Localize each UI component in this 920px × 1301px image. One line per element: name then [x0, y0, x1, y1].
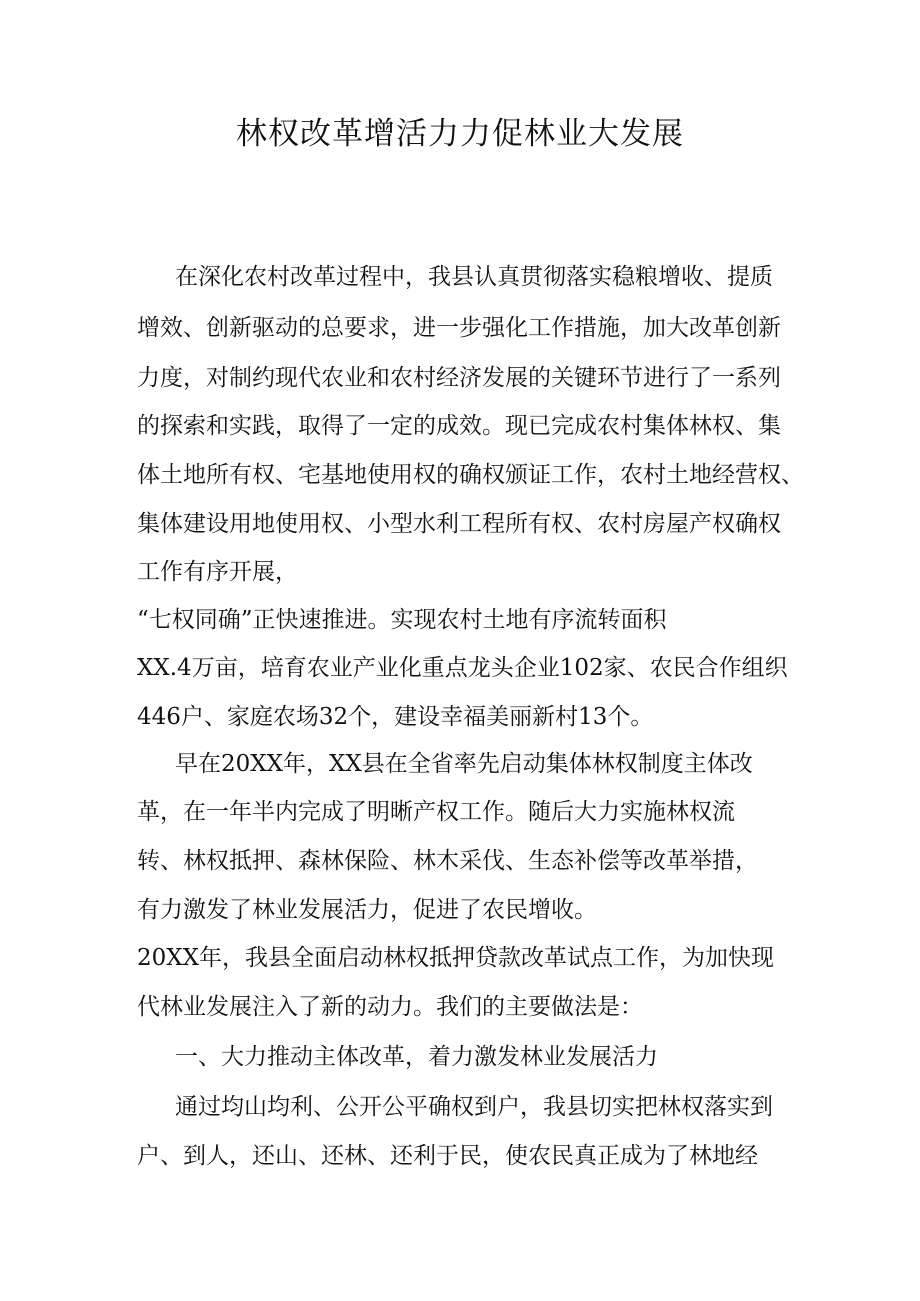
text-line: 转、林权抵押、森林保险、林木采伐、生态补偿等改革举措， — [137, 848, 758, 874]
text-line: 在深化农村改革过程中，我县认真贯彻落实稳粮增收、提质 — [175, 264, 773, 290]
text-line: 革，在一年半内完成了明晰产权工作。随后大力实施林权流 — [137, 799, 735, 825]
text-line: 户、到人，还山、还林、还利于民，使农民真正成为了林地经 — [137, 1143, 758, 1169]
text-line: 增效、创新驱动的总要求，进一步强化工作措施，加大改革创新 — [137, 315, 781, 341]
text-line: 体土地所有权、宅基地使用权的确权颁证工作，农村土地经营权、 — [137, 462, 804, 488]
document-title: 林权改革增活力力促林业大发展 — [236, 116, 684, 152]
text-line: 早在20XX年，XX县在全省率先启动集体林权制度主体改 — [175, 751, 753, 777]
text-line: 通过均山均利、公开公平确权到户，我县切实把林权落实到 — [175, 1094, 773, 1120]
text-line: 集体建设用地使用权、小型水利工程所有权、农村房屋产权确权 — [137, 511, 781, 537]
text-line: 代林业发展注入了新的动力。我们的主要做法是： — [137, 994, 643, 1020]
text-line: 446户、家庭农场32个，建设幸福美丽新村13个。 — [137, 704, 654, 730]
text-line: 工作有序开展， — [137, 559, 298, 585]
text-line: 20XX年，我县全面启动林权抵押贷款改革试点工作，为加快现 — [137, 945, 775, 971]
text-line: 力度，对制约现代农业和农村经济发展的关键环节进行了一系列 — [137, 365, 781, 391]
text-line: 有力激发了林业发展活力，促进了农民增收。 — [137, 897, 597, 923]
text-line: 的探索和实践，取得了一定的成效。现已完成农村集体林权、集 — [137, 413, 781, 439]
text-line: XX.4万亩，培育农业产业化重点龙头企业102家、农民合作组织 — [137, 655, 788, 681]
text-line: “七权同确”正快速推进。实现农村土地有序流转面积 — [137, 607, 667, 633]
section-heading: 一、大力推动主体改革，着力激发林业发展活力 — [175, 1044, 658, 1070]
